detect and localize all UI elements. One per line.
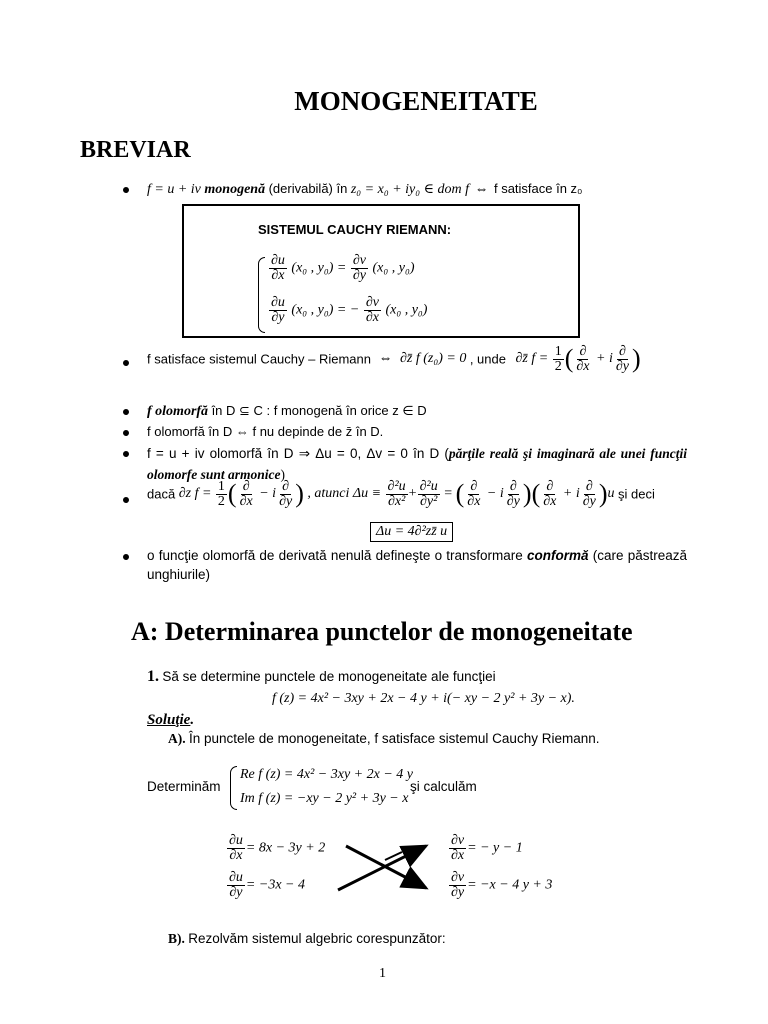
bullet5-text: f = u + iv olomorfă în D ⇒ Δu = 0, Δv = 0 în D (: [147, 446, 449, 461]
comparison-arrows: [330, 838, 440, 898]
bullet7-tail: (care păstrează unghiurile): [147, 548, 687, 582]
partial-uy: $\frac{\partial u}{\partial y}$ = −3x − 4: [229, 870, 305, 900]
cr-row1-lhs: (x₀ , y₀) =: [291, 260, 347, 276]
bullet: [123, 360, 129, 366]
bullet: [123, 430, 129, 436]
bullet: [123, 451, 129, 457]
step-a-label: A).: [168, 731, 186, 746]
bullet: [123, 409, 129, 415]
laplacian-boxed-formula: Δu = 4∂²zz̄ u: [370, 522, 453, 542]
bullet1-term: monogenă: [204, 182, 266, 197]
bullet7-line: [147, 546, 687, 584]
box-title: SISTEMUL CAUCHY RIEMANN:: [258, 222, 452, 237]
bullet3-term: f olomorfă: [147, 404, 209, 419]
bullet6-line: dacă ∂z f = $\frac{1}{2}$ ( $\frac{\partial}{\partial x}$ − i $\frac{\partial}{\partial y}$ ) , atunci Δu ≡ $\frac{\text{∂²u}}{\text{∂x²}}$ + $\frac{\text{∂²u}}{\text{∂y²}}$ = ( $\frac{\partial}{\partial x}$ − i $\frac{\partial}{\partial y}$ )( $\frac{\partial}{\partial x}$ + i $\frac{\partial}{\partial y}$ )u şi deci: [147, 478, 655, 509]
bullet2-def: ∂z̄ f =: [515, 351, 549, 366]
iff-symbol: ⇔: [378, 351, 393, 366]
bullet7-text: o funcţie olomorfă de derivată nenulă defineşte o transformare: [147, 548, 523, 563]
step-b-label: B).: [168, 931, 185, 946]
solution-label: Soluţie.: [147, 712, 195, 728]
bullet1-formula: f = u + iv: [147, 182, 201, 197]
step-a: [168, 731, 599, 747]
cr-row2-rhs: (x₀ , y₀): [385, 302, 428, 318]
bullet1-tail: f satisface în z₀: [493, 181, 583, 196]
bullet7-term: conformă: [527, 548, 589, 563]
bullet6-si: şi deci: [618, 486, 655, 502]
bullet6-atunci: , atunci Δu ≡: [307, 486, 382, 501]
section-breviar: BREVIAR: [80, 137, 191, 163]
bullet5-close: ): [280, 467, 286, 482]
section-a-heading: A: Determinarea punctelor de monogeneitate: [131, 617, 633, 646]
partial-vx: $\frac{\partial v}{\partial x}$ = − y − 1: [451, 833, 523, 863]
exercise-1: [147, 668, 496, 686]
system-brace: [258, 257, 265, 333]
bullet5-emph: părţile reală şi imaginară ale unei funcţii olomorfe sunt armonice: [147, 446, 687, 482]
bullet3-line: [147, 403, 427, 420]
page-number: 1: [379, 966, 386, 981]
cr-row2-lhs: (x₀ , y₀) = −: [291, 302, 360, 318]
bullet2-unde: , unde: [469, 351, 506, 367]
bullet3-text: în D ⊆ C : f monogenă în orice z ∈ D: [211, 403, 427, 418]
bullet2-text: f satisface sistemul Cauchy – Riemann: [147, 351, 371, 367]
arrow-up-right: [338, 846, 426, 890]
bullet: [123, 497, 129, 503]
cr-row-1: $\frac{\partial u}{\partial x}$ (x₀ , y₀) = $\frac{\partial v}{\partial y}$ (x₀ , y₀): [271, 253, 415, 283]
partial-vy: $\frac{\partial v}{\partial y}$ = −x − 4 y + 3: [451, 870, 553, 900]
cr-row-2: $\frac{\partial u}{\partial y}$ (x₀ , y₀) = − $\frac{\partial v}{\partial x}$ (x₀ , y₀): [271, 295, 428, 325]
bullet1-z0: z₀ = x₀ + iy₀ ∈ dom f: [350, 182, 469, 197]
step-b: [168, 931, 446, 947]
bullet2-line: f satisface sistemul Cauchy – Riemann ⇔ ∂z̄ f (z₀) = 0 , unde ∂z̄ f = $\frac{1}{2}$ ( $\frac{\partial}{\partial x}$ + i $\frac{\partial}{\partial y}$ ): [147, 343, 641, 374]
bullet1-paren: (derivabilă) în: [268, 181, 348, 196]
partial-ux: $\frac{\partial u}{\partial x}$ = 8x − 3y + 2: [229, 833, 326, 863]
re-im-brace: [230, 766, 237, 810]
exercise-formula: f (z) = 4x² − 3xy + 2x − 4 y + i(− xy − 2 y² + 3y − x).: [272, 691, 575, 706]
bullet6-df: ∂z f =: [178, 486, 212, 501]
calculam-label: şi calculăm: [410, 779, 477, 794]
determinam-label: Determinăm: [147, 779, 221, 794]
bullet: [123, 187, 129, 193]
bullet: [123, 554, 129, 560]
step-a-text: În punctele de monogeneitate, f satisface sistemul Cauchy Riemann.: [189, 731, 600, 746]
bullet4-line: f olomorfă în D ⇔ f nu depinde de z̄ în D.: [147, 424, 384, 439]
bullet1-line: [147, 181, 582, 198]
im-line: Im f (z) = −xy − 2 y² + 3y − x: [240, 791, 409, 806]
page-title: MONOGENEITATE: [294, 86, 538, 116]
exercise-text: Să se determine punctele de monogeneitate ale funcţiei: [162, 669, 496, 684]
re-line: Re f (z) = 4x² − 3xy + 2x − 4 y: [240, 767, 413, 782]
iff-symbol: ⇔: [474, 182, 489, 197]
step-b-text: Rezolvăm sistemul algebric corespunzător:: [188, 931, 446, 946]
bullet2-cond: ∂z̄ f (z₀) = 0: [399, 351, 467, 366]
cr-row1-rhs: (x₀ , y₀): [372, 260, 415, 276]
bullet6-daca: dacă: [147, 486, 176, 502]
exercise-number: 1.: [147, 668, 159, 685]
